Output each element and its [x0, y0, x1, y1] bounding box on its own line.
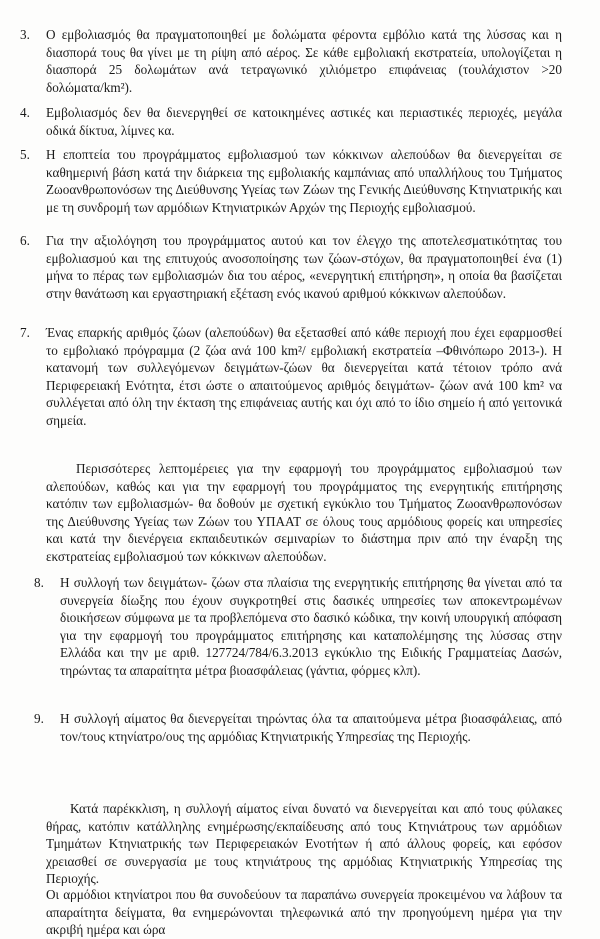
list-item-text: Η συλλογή των δειγμάτων- ζώων στα πλαίσια της ενεργητικής επιτήρησης θα γίνεται από τα συνεργεία δίωξης που έχουν συγκροτηθεί στις δασικές υπηρεσίες των αποκεντρωμένων διοικήσεων σύμφωνα με τα προβλεπόμενα στο δασικό κώδικα, την κοινή υπουργική απόφαση για την εφαρμογή του προγράμματος επιτήρησης και καταπολέμησης της λύσσας στην Ελλάδα και την με αριθ. 127724/784/6.3.2013 εγκύκλιο της Ειδικής Γραμματείας Δασών, τηρώντας τα απαραίτητα μέτρα βιοασφάλειας (γάντια, φόρμες κλπ). [60, 575, 562, 678]
item-continuation-paragraph: Περισσότερες λεπτομέρειες για την εφαρμογή του προγράμματος εμβολιασμού των αλεπούδων, καθώς και για την εφαρμογή του προγράμματος της ενεργητικής επιτήρησης κατόπιν των εμβολιασμών- θα δοθούν με σχετική εγκύκλιο του Τμήματος Ζωοανθρωπονόσων της Διεύθυνσης Υγείας των Ζώων του ΥΠΑΑΤ σε όλους τους αρμόδιους φορείς και υπηρεσίες και κατά την διενέργεια εκπαιδευτικών σεμιναρίων το διάστημα πριν από την έναρξη της εκστρατείας εμβολιασμού των κόκκινων αλεπούδων. [46, 461, 562, 564]
item-number: 4. [20, 105, 30, 120]
item-number: 8. [34, 575, 44, 590]
list-item-text: Για την αξιολόγηση του προγράμματος αυτού και τον έλεγχο της αποτελεσματικότητας του εμβολιασμού και της επιτυχούς ανοσοποίησης των ζώων-στόχων, θα πραγματοποιηθεί ένα (1) μήνα το πέρας των εμβολιασμών δια του αέρος, «ενεργητική επιτήρηση», η οποία θα βασίζεται στην θανάτωση και εργαστηριακή εξέταση ενός ικανού αριθμού κόκκινων αλεπούδων. [46, 233, 562, 301]
item-number: 3. [20, 27, 30, 42]
body-paragraph: Κατά παρέκκλιση, η συλλογή αίματος είναι δυνατό να διενεργείται και από τους φύλακες θήρας, κατόπιν κατάλληλης ενημέρωσης/εκπαίδευσης από τους Κτηνιάτρους των αρμόδιων Τμημάτων Κτηνιατρικής των Περιφερειακών Ενοτήτων ή από άλλους φορείς, και εφόσον χρειασθεί σε συνεργασία με τους κτηνιάτρους της αρμόδιας Κτηνιατρικής Υπηρεσίας της Περιοχής. [46, 801, 562, 887]
list-item-text: Ένας επαρκής αριθμός ζώων (αλεπούδων) θα εξετασθεί από κάθε περιοχή που έχει εφαρμοσθεί το εμβολιακό πρόγραμμα (2 ζώα ανά 100 km²/ εμβολιακή εκστρατεία –Φθινόπωρο 2013-). Η κατανομή των συλλεγόμενων δειγμάτων-ζώων θα διενεργείται κατά τέτοιον τρόπο ανά Περιφερειακή Ενότητα, έτσι ώστε ο απαιτούμενος αριθμός δειγμάτων- ζώων ανά 100 km² να συλλέγεται από όλη την έκταση της επιφάνειας αυτής και όχι από το ίδιο σημείο ή από γειτονικά σημεία. [46, 325, 562, 428]
list-item-text: Ο εμβολιασμός θα πραγματοποιηθεί με δολώματα φέροντα εμβόλιο κατά της λύσσας και η διασπορά τους θα γίνει με τη ρίψη από αέρος. Σε κάθε εμβολιακή εκστρατεία, υπολογίζεται η διασπορά 25 δολωμάτων ανά τετραγωνικό χιλιόμετρο επιφάνειας (τουλάχιστον >20 δολώματα/km²). [46, 27, 562, 95]
list-item-text: Εμβολιασμός δεν θα διενεργηθεί σε κατοικημένες αστικές και περιαστικές περιοχές, μεγάλα οδικά δίκτυα, λίμνες κα. [46, 105, 562, 138]
item-number: 7. [20, 325, 30, 340]
item-number: 9. [34, 711, 44, 726]
body-paragraph: Οι αρμόδιοι κτηνίατροι που θα συνοδεύουν τα παραπάνω συνεργεία προκειμένου να λάβουν τα απαραίτητα δείγματα, θα ενημερώνονται τηλεφωνικά από την προηγούμενη ημέρα για την ακριβή ημέρα και ώρα [46, 887, 562, 938]
item-number: 5. [20, 147, 30, 162]
item-number: 6. [20, 233, 30, 248]
list-item-text: Η εποπτεία του προγράμματος εμβολιασμού των κόκκινων αλεπούδων θα διενεργείται σε καθημερινή βάση κατά την διάρκεια της εμβολιακής καμπάνιας από υπαλλήλους του Τμήματος Ζωοανθρωπονόσων της Διεύθυνσης Υγείας των Ζώων της Γενικής Διεύθυνσης Κτηνιατρικής και με τη συνδρομή των αρμόδιων Κτηνιατρικών Αρχών της Περιοχής εμβολιασμού. [46, 147, 562, 215]
list-item-text: Η συλλογή αίματος θα διενεργείται τηρώντας όλα τα απαιτούμενα μέτρα βιοασφάλειας, από τον/τους κτηνίατρο/ους της αρμόδιας Κτηνιατρικής Υπηρεσίας της Περιοχής. [60, 711, 562, 744]
